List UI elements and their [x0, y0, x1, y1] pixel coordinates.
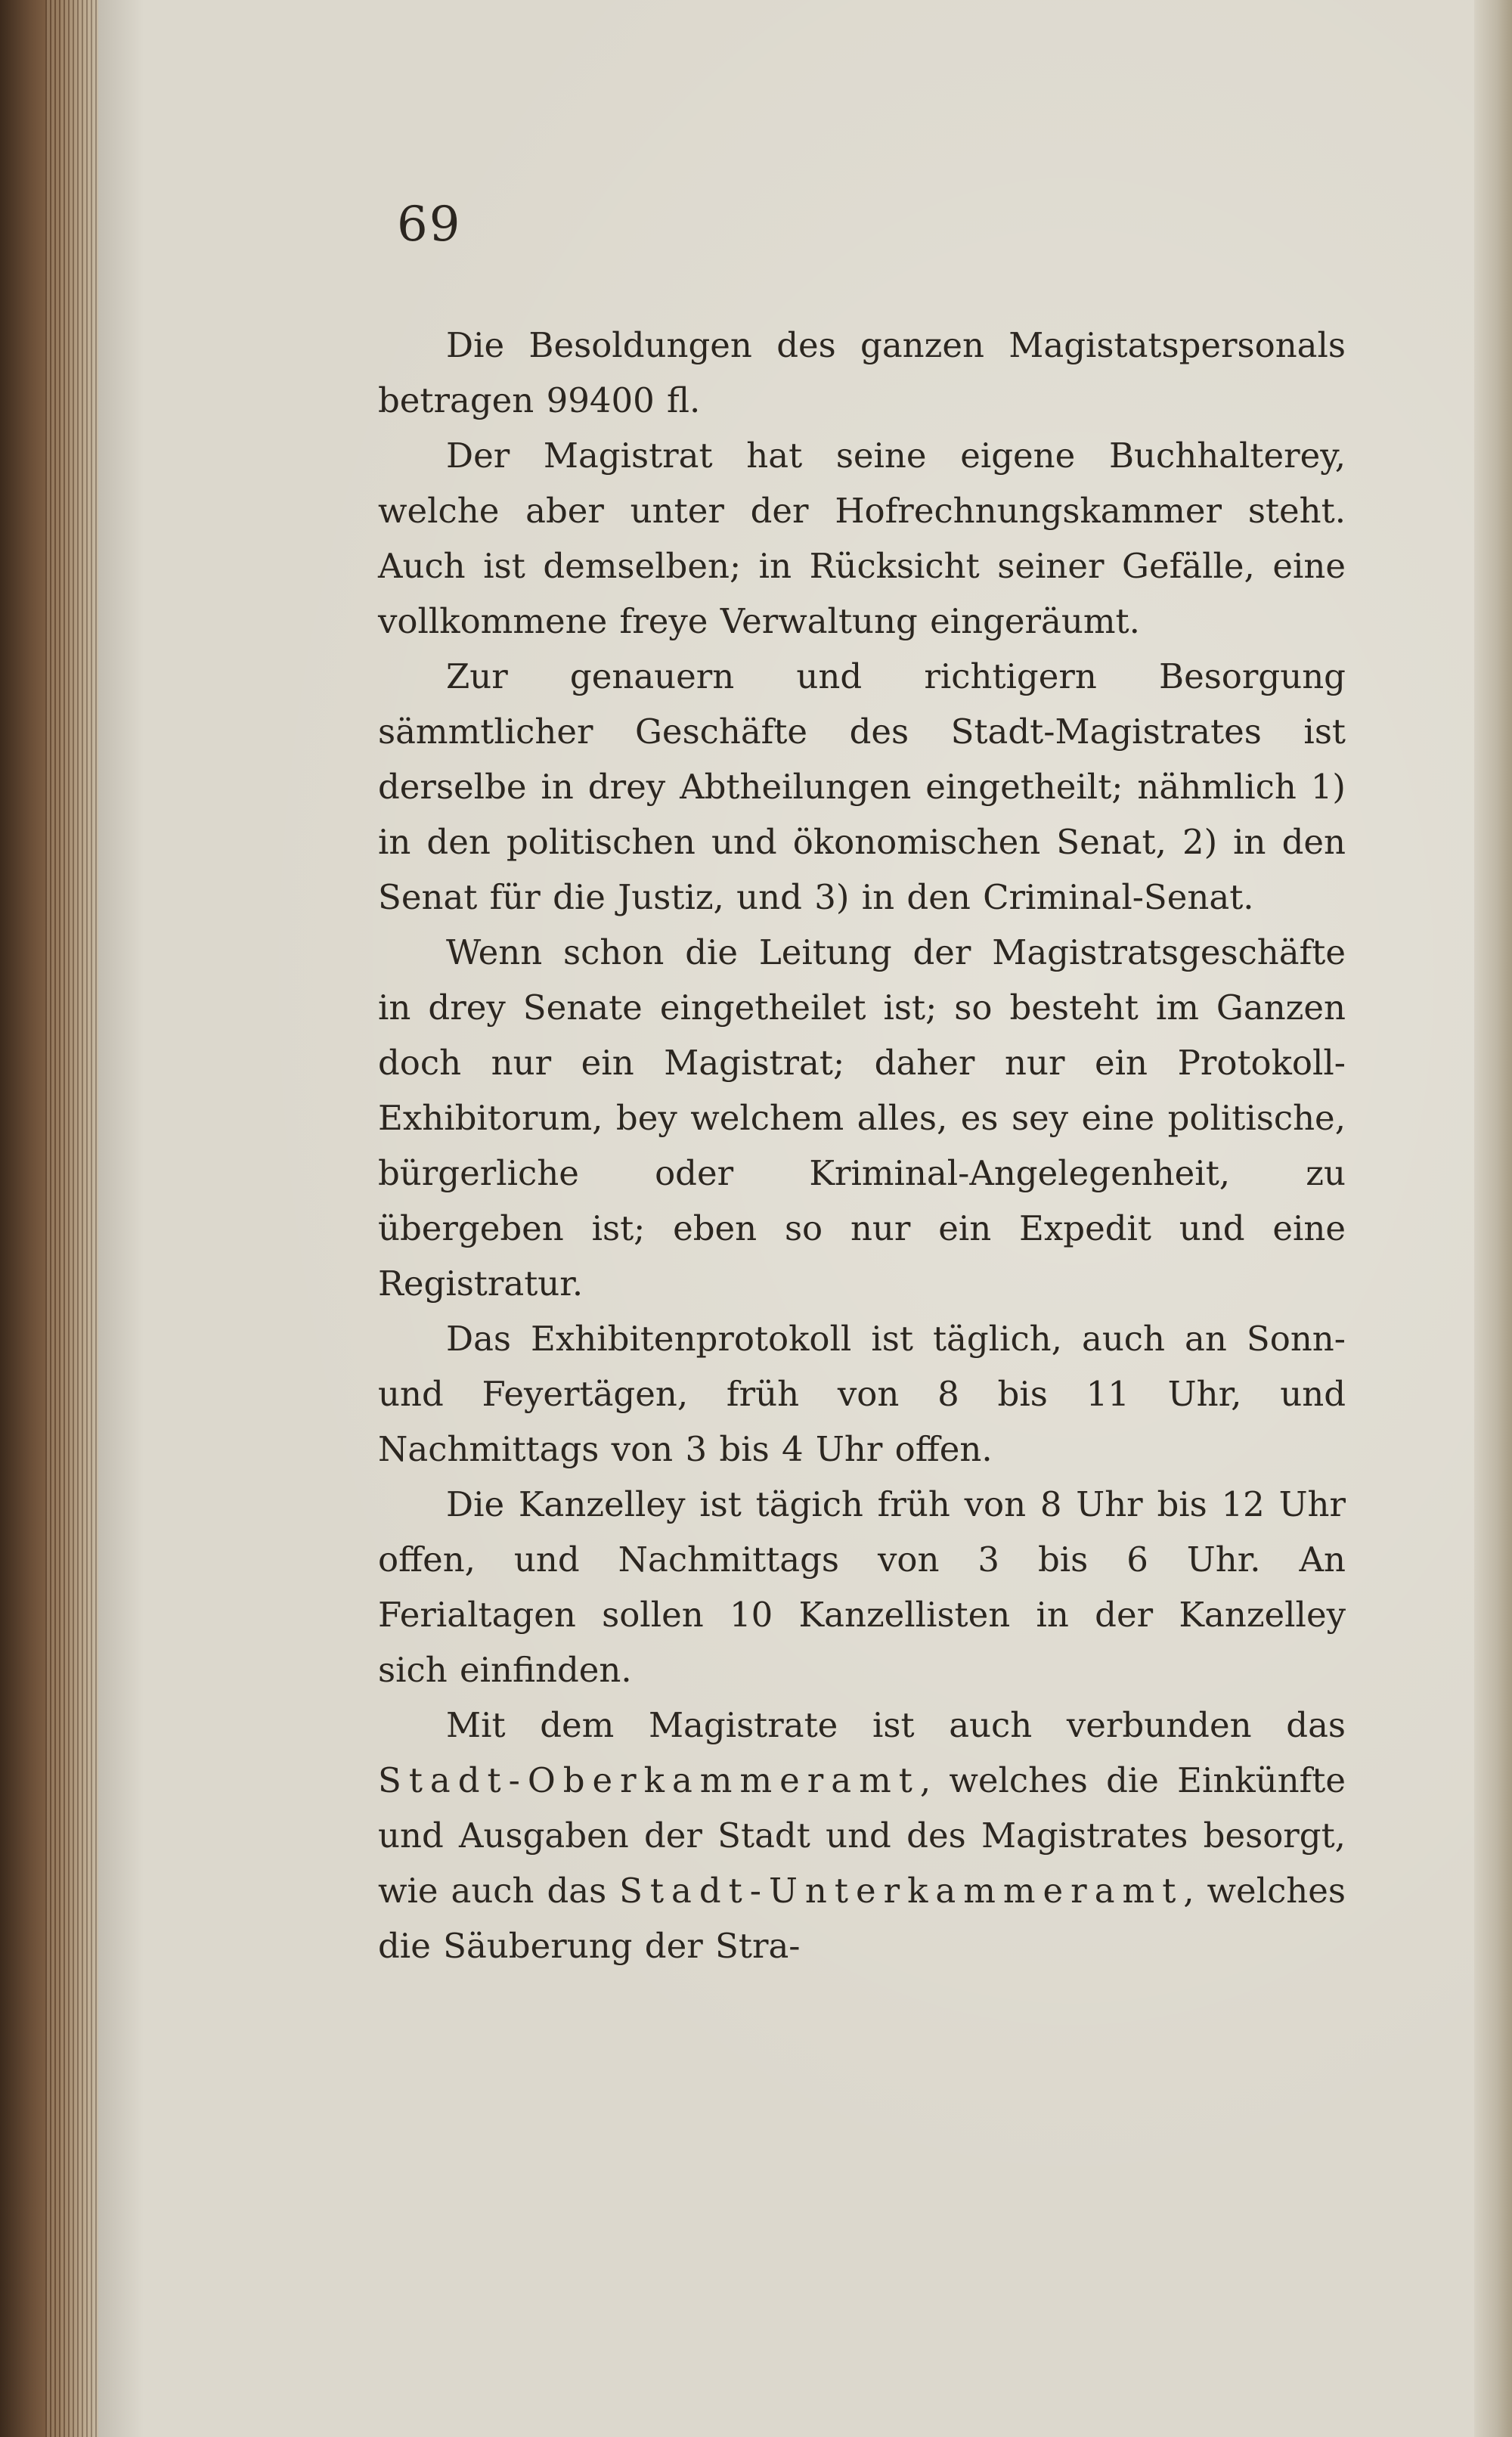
paragraph: [378, 1698, 1346, 1973]
paragraph: [378, 925, 1346, 1311]
paragraph-text: , welches die Säuberung der Stra-: [378, 1871, 1346, 1966]
paragraph-text: Der Magistrat hat seine eigene Buchhalterey, welche aber unter der Hofrechnungskammer steht. Auch ist demselben; in Rücksicht seiner Gefälle, eine vollkommene freye Verwaltung eingeräumt.: [378, 436, 1346, 641]
paragraph: [378, 428, 1346, 649]
paragraph-text: Mit dem Magistrate ist auch verbunden das: [446, 1705, 1346, 1745]
page-edges: [45, 0, 106, 2437]
paragraph-text: Das Exhibitenprotokoll ist täglich, auch an Sonn- und Feyertägen, früh von 8 bis 11 Uhr, und Nachmittags von 3 bis 4 Uhr offen.: [378, 1319, 1346, 1469]
page-number: 69: [397, 197, 462, 253]
paragraph-text: Die Besoldungen des ganzen Magistatspersonals betragen 99400 fl.: [378, 325, 1346, 420]
paragraph: [378, 1477, 1346, 1698]
paragraph: [378, 318, 1346, 428]
body-text: [378, 318, 1346, 1973]
paragraph: [378, 649, 1346, 925]
paragraph-text: Wenn schon die Leitung der Magistratsgeschäfte in drey Senate eingetheilet ist; so besteht im Ganzen doch nur ein Magistrat; daher nur ein Protokoll-Exhibitorum, bey welchem alles, es sey eine politische, bürgerliche oder Kriminal-Angelegenheit, zu übergeben ist; eben so nur ein Expedit und eine Registratur.: [378, 932, 1346, 1304]
page-right-edge: [1474, 0, 1512, 2437]
paragraph-text: , welches die Einkünfte und Ausgaben der Stadt und des Magistrates besorgt, wie auch das: [378, 1760, 1346, 1911]
spaced-emphasis-text: Stadt-Unterkammeramt: [619, 1871, 1184, 1911]
spaced-emphasis-text: Stadt-Oberkammeramt: [378, 1760, 920, 1800]
paragraph: [378, 1311, 1346, 1477]
paragraph-text: Zur genauern und richtigern Besorgung sämmtlicher Geschäfte des Stadt-Magistrates ist derselbe in drey Abtheilungen eingetheilt; nähmlich 1) in den politischen und ökonomischen Senat, 2) in den Senat für die Justiz, und 3) in den Criminal-Senat.: [378, 656, 1346, 917]
paragraph-text: Die Kanzelley ist tägich früh von 8 Uhr bis 12 Uhr offen, und Nachmittags von 3 bis 6 Uhr. An Ferialtagen sollen 10 Kanzellisten in der Kanzelley sich einfinden.: [378, 1484, 1346, 1690]
